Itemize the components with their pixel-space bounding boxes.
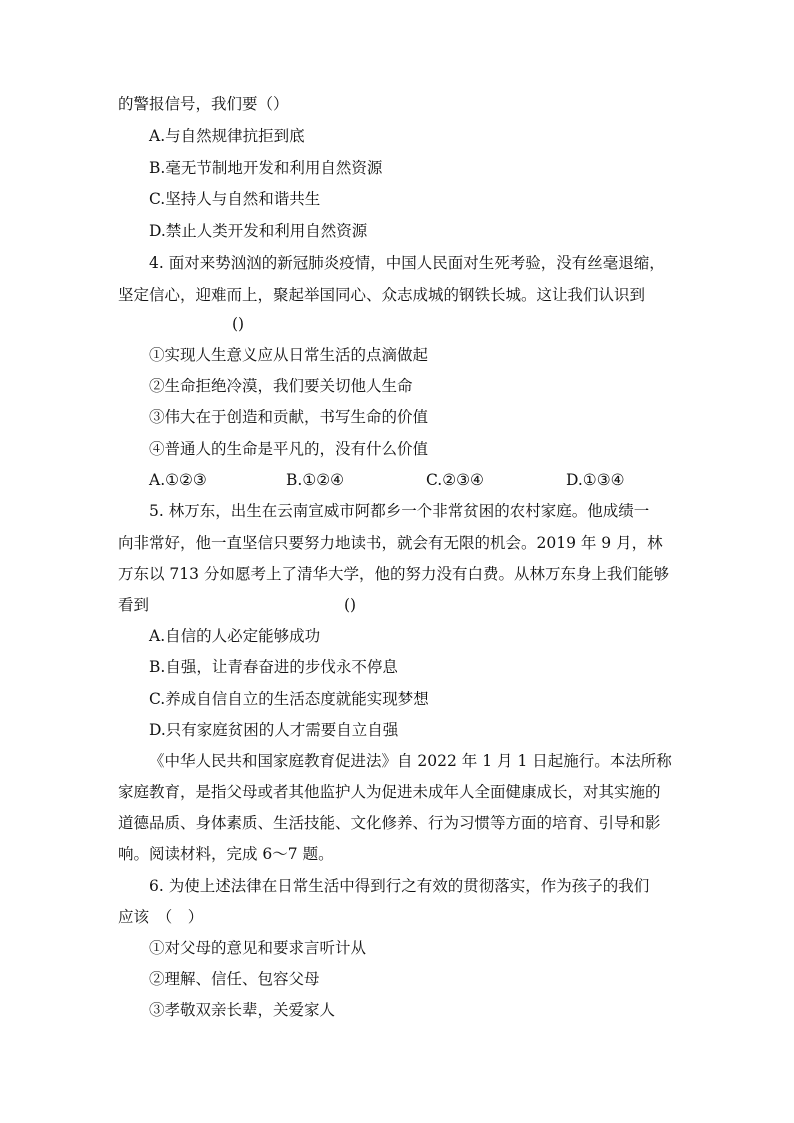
q3-stem-tail: 的警报信号，我们要（） [118,95,289,113]
material-line1: 《中华人民共和国家庭教育促进法》自 2022 年 1 月 1 日起施行。本法所称 [149,752,672,770]
q3-option-c: C.坚持人与自然和谐共生 [149,190,321,208]
q4-choice-c: C.②③④ [426,471,484,489]
q5-option-a: A.自信的人必定能够成功 [149,627,321,645]
q5-stem-line3: 万东以 713 分如愿考上了清华大学，他的努力没有白费。从林万东身上我们能够 [118,565,669,583]
q4-choice-a: A.①②③ [149,471,207,489]
q4-choice-d: D.①③④ [566,471,625,489]
q6-stem-line2: 应该 （ ） [118,908,204,926]
q4-item-4: ④普通人的生命是平凡的，没有什么价值 [149,440,429,458]
material-line2: 家庭教育，是指父母或者其他监护人为促进未成年人全面健康成长，对其实施的 [118,783,661,801]
q3-option-d: D.禁止人类开发和利用自然资源 [149,222,368,240]
q5-stem-line4: 看到 [118,596,150,614]
q4-stem-line1: 4. 面对来势汹汹的新冠肺炎疫情，中国人民面对生死考验，没有丝毫退缩， [149,254,665,272]
q6-item-1: ①对父母的意见和要求言听计从 [149,939,367,957]
q4-choice-b: B.①②④ [286,471,345,489]
q5-option-d: D.只有家庭贫困的人才需要自立自强 [149,721,399,739]
q6-item-3: ③孝敬双亲长辈，关爱家人 [149,1001,336,1019]
q5-stem-line1: 5. 林万东，出生在云南宣威市阿都乡一个非常贫困的农村家庭。他成绩一 [149,502,650,520]
q3-option-b: B.毫无节制地开发和利用自然资源 [149,159,383,177]
q4-item-3: ③伟大在于创造和贡献，书写生命的价值 [149,408,429,426]
material-line3: 道德品质、身体素质、生活技能、文化修养、行为习惯等方面的培育、引导和影 [118,814,661,832]
q5-stem-line2: 向非常好，他一直坚信只要努力地读书，就会有无限的机会。2019 年 9 月，林 [118,534,663,552]
q4-answer-paren: () [232,315,245,333]
q5-answer-paren: () [344,596,357,614]
q3-option-a: A.与自然规律抗拒到底 [149,127,305,145]
q5-option-c: C.养成自信自立的生活态度就能实现梦想 [149,690,429,708]
q4-item-2: ②生命拒绝冷漠，我们要关切他人生命 [149,377,413,395]
q6-stem-line1: 6. 为使上述法律在日常生活中得到行之有效的贯彻落实，作为孩子的我们 [149,877,650,895]
material-line4: 响。阅读材料，完成 6～7 题。 [118,845,334,863]
q6-item-2: ②理解、信任、包容父母 [149,970,320,988]
q5-option-b: B.自强，让青春奋进的步伐永不停息 [149,658,398,676]
q4-stem-line2: 坚定信心，迎难而上，聚起举国同心、众志成城的钢铁长城。这让我们认识到 [118,286,646,304]
q4-item-1: ①实现人生意义应从日常生活的点滴做起 [149,346,429,364]
